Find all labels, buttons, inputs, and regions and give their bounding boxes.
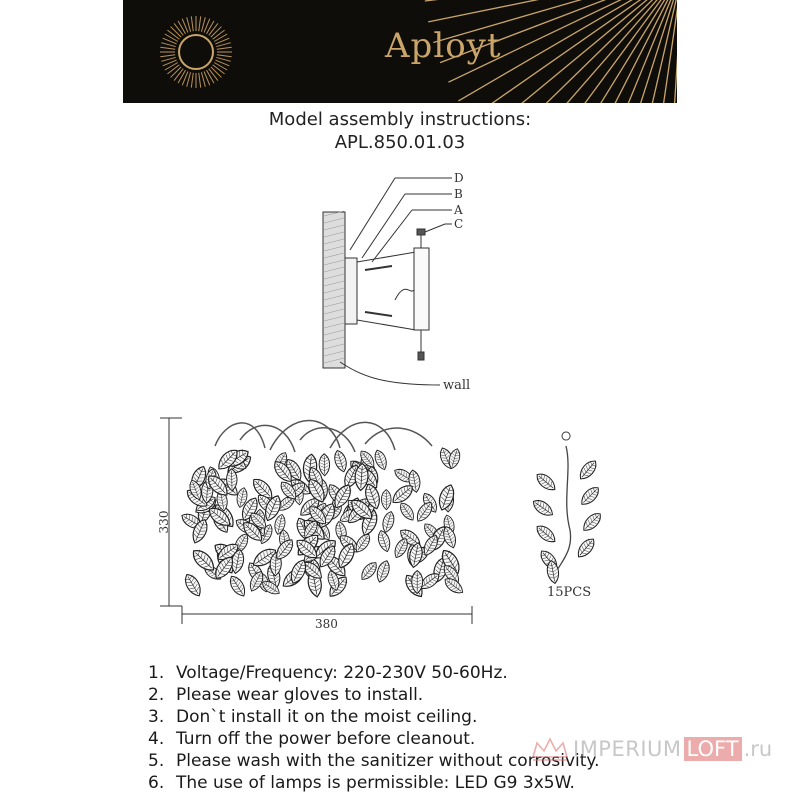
lamp-front-view [179, 421, 466, 601]
instruction-item: 1. Voltage/Frequency: 220-230V 50-60Hz. [148, 663, 508, 683]
label-d: D [454, 171, 464, 185]
watermark-domain: .ru [743, 737, 773, 761]
crown-icon [527, 733, 573, 765]
instruction-item: 3. Don`t install it on the moist ceiling. [148, 707, 478, 727]
label-a: A [454, 203, 463, 217]
label-c: C [454, 217, 464, 231]
label-b: B [454, 187, 463, 201]
pieces-count: 15PCS [547, 585, 592, 600]
instructions-list [148, 662, 599, 794]
width-dimension: 380 [315, 617, 338, 631]
mounting-plate [345, 258, 357, 324]
brand-logo-text: Aployt [385, 26, 502, 66]
instruction-item: 6. The use of lamps is permissible: LED G9 3x5W. [148, 773, 575, 793]
mounting-diagram [323, 178, 452, 385]
model-number: APL.850.01.03 [334, 132, 466, 153]
document-title: Model assembly instructions: [268, 109, 532, 130]
leaf-branch-detail [530, 432, 604, 584]
label-wall: wall [443, 378, 471, 393]
watermark-loft: LOFT [684, 737, 742, 761]
imperium-loft-watermark [527, 733, 772, 765]
fixture-canopy [414, 248, 429, 330]
height-dimension: 330 [157, 510, 171, 534]
instruction-item: 2. Please wear gloves to install. [148, 685, 424, 705]
instruction-item: 4. Turn off the power before cleanout. [148, 729, 476, 749]
instruction-item: 5. Please wash with the sanitizer without corrosivity. [148, 751, 600, 771]
watermark-imperium: IMPERIUM [573, 737, 682, 761]
